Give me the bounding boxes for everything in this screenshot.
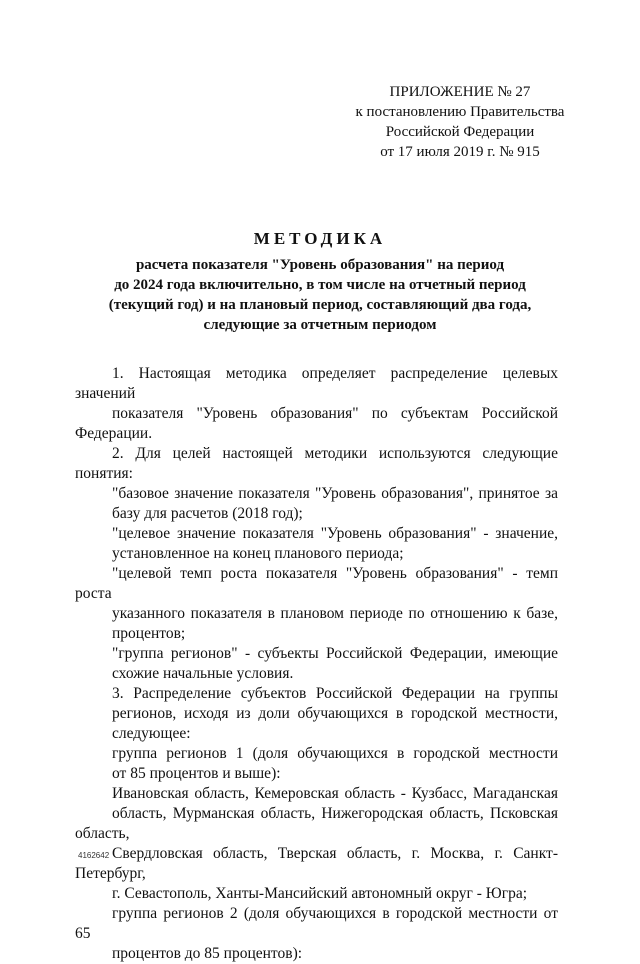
paragraph-line: Ивановская область, Кемеровская область - Кузбасс, Магаданская	[112, 785, 558, 802]
appendix-date-number: от 17 июля 2019 г. № 915	[380, 144, 540, 160]
paragraph-line: "целевое значение показателя "Уровень образования" - значение,	[112, 525, 558, 542]
paragraph	[75, 524, 558, 564]
paragraph-line: базу для расчетов (2018 год);	[112, 505, 303, 522]
subtitle-line: расчета показателя "Уровень образования" на период	[135, 257, 505, 273]
paragraph-line: регионов, исходя из доли обучающихся в городской местности,	[112, 705, 558, 722]
paragraph-line: "целевой темп роста показателя "Уровень образования" - темп роста	[75, 565, 558, 602]
paragraph-line: процентов до 85 процентов):	[112, 945, 303, 962]
paragraph-line: группа регионов 2 (доля обучающихся в городской местности от 65	[75, 905, 558, 942]
paragraph-line: "базовое значение показателя "Уровень образования", принятое за	[112, 485, 558, 502]
document-subtitle	[70, 255, 570, 335]
paragraph-line: группа регионов 1 (доля обучающихся в городской местности	[112, 745, 558, 762]
subtitle-line: следующие за отчетным периодом	[203, 317, 437, 333]
paragraph-line: показателя "Уровень образования" по субъектам Российской Федерации.	[75, 405, 558, 442]
paragraph	[75, 904, 558, 964]
paragraph-line: установленное на конец планового периода;	[112, 545, 404, 562]
paragraph	[75, 744, 558, 784]
paragraph-line: 2. Для целей настоящей методики используются следующие понятия:	[75, 445, 558, 482]
subtitle-line: (текущий год) и на плановый период, составляющий два года,	[108, 297, 532, 313]
paragraph	[75, 564, 558, 644]
paragraph-line: процентов;	[112, 625, 186, 642]
paragraph	[75, 784, 558, 904]
paragraph-line: указанного показателя в плановом периоде по отношению к базе,	[112, 605, 558, 622]
paragraph-line: 1. Настоящая методика определяет распределение целевых значений	[75, 365, 558, 402]
paragraph-line: Свердловская область, Тверская область, г. Москва, г. Санкт-Петербург,	[75, 845, 558, 882]
appendix-header	[330, 82, 590, 162]
paragraph-line: от 85 процентов и выше):	[112, 765, 281, 782]
paragraph-line: г. Севастополь, Ханты-Мансийский автономный округ - Югра;	[112, 885, 528, 902]
subtitle-line: до 2024 года включительно, в том числе на отчетный период	[114, 277, 526, 293]
appendix-reference: к постановлению Правительства	[355, 104, 565, 120]
document-body	[75, 364, 558, 964]
paragraph-line: следующее:	[112, 725, 191, 742]
document-code: 4162642	[78, 851, 110, 860]
document-title: МЕТОДИКА	[253, 229, 387, 248]
paragraph	[75, 644, 558, 684]
paragraph-line: 3. Распределение субъектов Российской Федерации на группы	[112, 685, 558, 702]
paragraph	[75, 684, 558, 744]
paragraph-line: область, Мурманская область, Нижегородская область, Псковская область,	[75, 805, 558, 842]
paragraph	[75, 484, 558, 524]
appendix-authority: Российской Федерации	[385, 124, 535, 140]
paragraph	[75, 364, 558, 444]
paragraph	[75, 444, 558, 484]
paragraph-line: схожие начальные условия.	[112, 665, 294, 682]
appendix-number: ПРИЛОЖЕНИЕ № 27	[389, 84, 531, 100]
paragraph-line: "группа регионов" - субъекты Российской Федерации, имеющие	[112, 645, 558, 662]
